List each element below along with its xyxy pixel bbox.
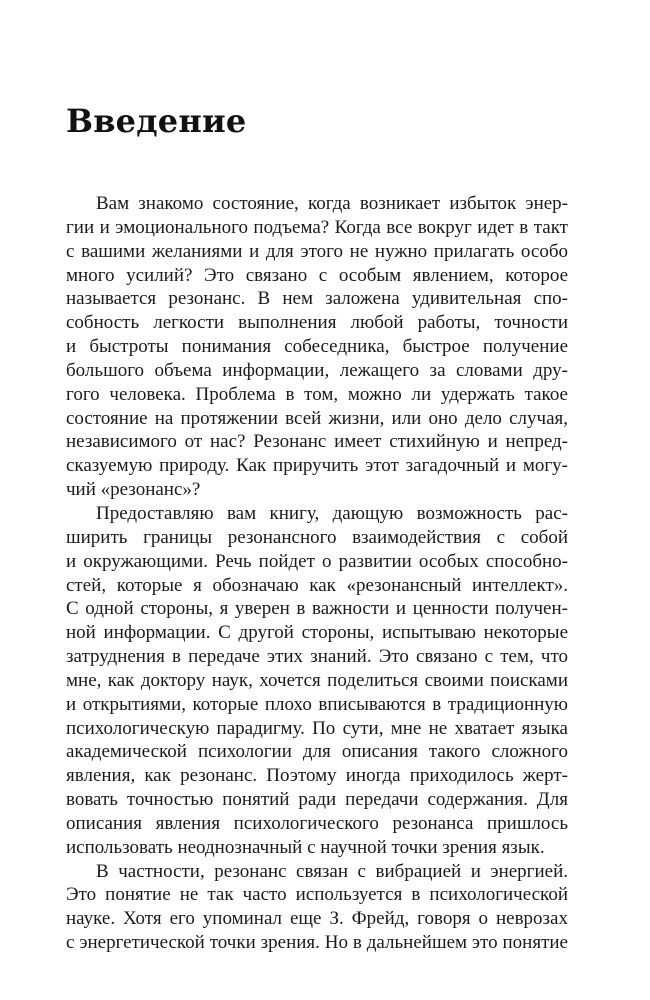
text-line: и открытиями, которые плохо вписываются в традиционную <box>66 693 568 715</box>
text-line: называется резонанс. В нем заложена удивительная спо- <box>66 288 568 310</box>
text-line: науке. Хотя его упоминал еще З. Фрейд, говоря о неврозах <box>66 908 568 930</box>
paragraph-2 <box>66 502 568 860</box>
text-line: явления, как резонанс. Поэтому иногда приходилось жерт- <box>66 765 568 787</box>
text-line: академической психологии для описания такого сложного <box>66 741 568 763</box>
text-line: ширить границы резонансного взаимодействия с собой <box>66 526 568 548</box>
text-line: описания явления психологического резонанса пришлось <box>66 812 568 834</box>
text-line: вовать точностью понятий ради передачи содержания. Для <box>66 789 568 811</box>
text-line: затруднения в передаче этих знаний. Это связано с тем, что <box>66 646 568 668</box>
text-line: гого человека. Проблема в том, можно ли удержать такое <box>66 383 568 405</box>
text-line: стей, которые я обозначаю как «резонансный интеллект». <box>66 574 568 596</box>
text-line: большого объема информации, лежащего за словами дру- <box>66 359 568 381</box>
text-line: психологическую парадигму. По сути, мне не хватает языка <box>66 717 568 739</box>
text-line: чий «резонанс»? <box>66 479 201 501</box>
paragraph-1 <box>66 192 568 502</box>
text-line: независимого от нас? Резонанс имеет стихийную и непред- <box>66 431 568 453</box>
text-line: и быстроты понимания собеседника, быстрое получение <box>66 336 568 358</box>
text-line: с вашими желаниями и для этого не нужно прилагать особо <box>66 240 568 262</box>
text-line: мне, как доктору наук, хочется поделиться своими поисками <box>66 669 568 691</box>
paragraph-3 <box>66 860 568 955</box>
text-line: и окружающими. Речь пойдет о развитии особых способно- <box>66 550 568 572</box>
text-line: Это понятие не так часто используется в психологической <box>66 884 568 906</box>
text-line: ной информации. С другой стороны, испытываю некоторые <box>66 622 568 644</box>
text-line: много усилий? Это связано с особым явлением, которое <box>66 264 568 286</box>
text-line: использовать неоднозначный с научной точки зрения язык. <box>66 836 545 858</box>
text-line: собность легкости выполнения любой работы, точности <box>66 312 568 334</box>
text-line: Предоставляю вам книгу, дающую возможность рас- <box>96 502 568 524</box>
text-line: сказуемую природу. Как приручить этот загадочный и могу- <box>66 455 568 477</box>
text-line: Вам знакомо состояние, когда возникает избыток энер- <box>96 193 568 214</box>
text-line: состояние на протяжении всей жизни, или оно дело случая, <box>66 407 568 429</box>
text-line: В частности, резонанс связан с вибрацией и энергией. <box>96 860 568 882</box>
body-text <box>66 192 568 955</box>
text-line: гии и эмоционального подъема? Когда все вокруг идет в такт <box>66 216 568 238</box>
text-line: С одной стороны, я уверен в важности и ценности получен- <box>66 598 568 620</box>
chapter-title: Введение <box>66 102 247 140</box>
text-line: с энергетической точки зрения. Но в дальнейшем это понятие <box>66 932 568 954</box>
